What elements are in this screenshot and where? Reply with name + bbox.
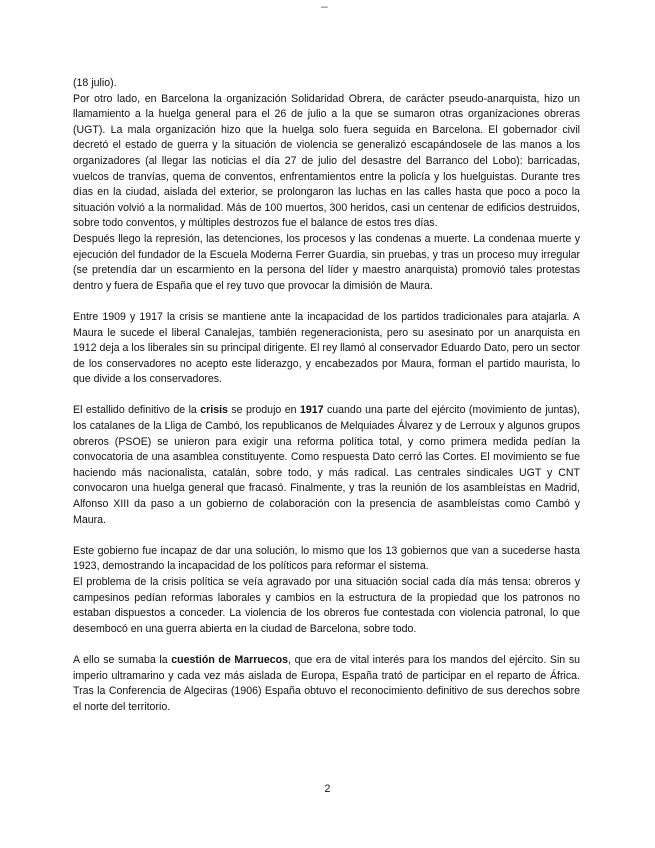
bold-term: crisis: [200, 404, 228, 417]
paragraph: [73, 653, 580, 715]
page-number: 2: [324, 783, 331, 795]
paragraph-gap: [73, 637, 580, 653]
text-run: Este gobierno fue incapaz de dar una solución, lo mismo que los 13 gobiernos que van a sucederse hasta 1923, demostrando la incapacidad de los políticos para reformar el sistema.: [73, 544, 580, 573]
header-mark: _: [321, 0, 328, 8]
paragraph: [73, 544, 580, 575]
text-run: Después llego la represión, las detenciones, los procesos y las condenas a muerte. La condenaa muerte y ejecución del fundador de la Escuela Moderna Ferrer Guardia, sin pruebas, y tras un proceso muy irregular (se pretendía dar un escarmiento en la persona del líder y maestro anarquista) promovió tales protestas dentro y fuera de España que el rey tuvo que provocar la dimisión de Maura.: [73, 232, 580, 292]
paragraph-gap: [73, 388, 580, 404]
paragraph: [73, 92, 580, 232]
paragraph: [73, 76, 580, 92]
text-run: El estallido definitivo de la: [73, 404, 201, 417]
paragraph: [73, 403, 580, 528]
text-run: A ello se sumaba la: [73, 653, 172, 666]
paragraph: [73, 575, 580, 637]
text-run: Por otro lado, en Barcelona la organización Solidaridad Obrera, de carácter pseudo-anarquista, hizo un llamamiento a la huelga general para el 26 de julio a la que se sumaron otras organizaciones obreras (UGT). La mala organización hizo que la huelga solo fuera seguida en Barcelona. El gobernador civil decretó el estado de guerra y la situación de violencia se generalizó escapándosele de las manos a los organizadores (al llegar las noticias el día 27 de julio del desastre del Barranco del Lobo): barricadas, vuelcos de tranvías, quema de conventos, enfrentamientos entre la policía y los huelguistas. Durante tres días en la ciudad, aislada del exterior, se prolongaron las luchas en las calles hasta que poco a poco la situación volvió a la normalidad. Más de 100 muertos, 300 heridos, casi un centenar de edificios destruidos, sobre todo conventos, y múltiples destrozos fue el balance de estos tres días.: [73, 92, 580, 230]
paragraph: [73, 310, 580, 388]
text-run: (18 julio).: [73, 77, 117, 89]
paragraph: [73, 232, 580, 294]
paragraph-gap: [73, 528, 580, 544]
paragraph-gap: [73, 294, 580, 310]
text-run: , que era de vital interés para los mandos del ejército. Sin su imperio ultramarino y cada vez más aislada de Europa, España trató de participar en el reparto de África. Tras la Conferencia de Algeciras (1906) España obtuvo el reconocimiento definitivo de sus derechos sobre el norte del territorio.: [73, 653, 581, 713]
bold-term: 1917: [299, 404, 324, 417]
text-run: El problema de la crisis política se veía agravado por una situación social cada día más tensa: obreros y campesinos pedían reformas laborales y cambios en la estructura de la propiedad que los patronos no estaban dispuestos a conceder. La violencia de los obreros fue contestada con violencia patronal, lo que desembocó en una guerra abierta en la ciudad de Barcelona, sobre todo.: [73, 576, 580, 635]
body-text: [73, 76, 580, 715]
bold-term: cuestión de Marruecos: [171, 653, 288, 666]
text-run: se produjo en: [227, 404, 300, 417]
text-run: Entre 1909 y 1917 la crisis se mantiene ante la incapacidad de los partidos tradicionales para atajarla. A Maura le sucede el liberal Canalejas, también regeneracionista, pero su asesinato por un anarquista en 1912 deja a los liberales sin su principal dirigente. El rey llamó al conservador Eduardo Dato, pero un sector de los conservadores no acepto este liderazgo, y encabezados por Maura, forman el partido maurista, lo que divide a los conservadores.: [73, 310, 580, 386]
text-run: cuando una parte del ejército (movimiento de juntas), los catalanes de la Lliga de Cambó, los republicanos de Melquiades Álvarez y de Lerroux y algunos grupos obreros (PSOE) se unieron para exigir una reforma política total, y como primera medida pedían la convocatoria de una asamblea constituyente. Como respuesta Dato cerró las Cortes. El movimiento se fue haciendo más nacionalista, catalán, sobre todo, y más radical. Las centrales sindicales UGT y CNT convocaron una huelga general que fracasó. Finalmente, y tras la reunión de los asambleístas en Madrid, Alfonso XIII da paso a un gobierno de colaboración con la presencia de asambleístas como Cambó y Maura.: [73, 404, 580, 526]
